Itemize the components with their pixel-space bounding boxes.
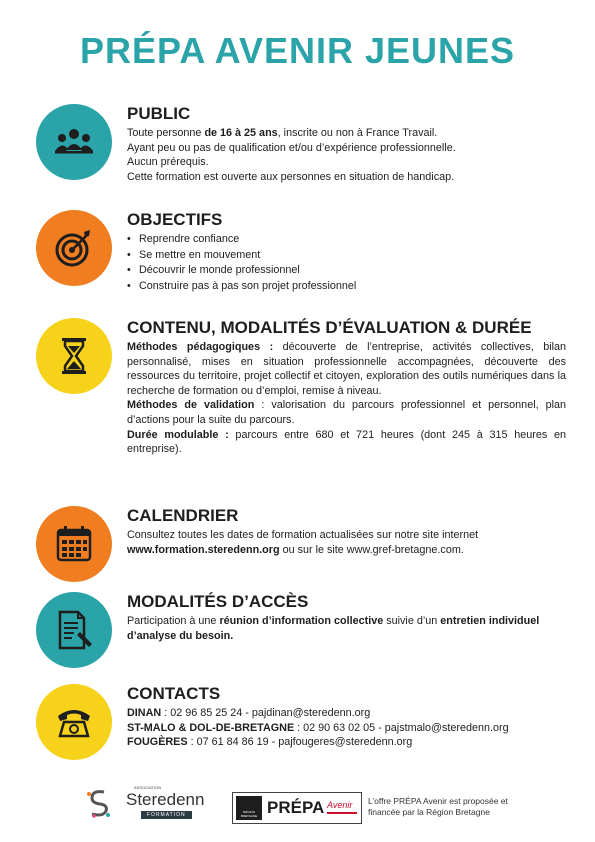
- association-label: ASSOCIATION: [134, 785, 162, 790]
- contenu-methodes-validation: Méthodes de validation : valorisation du parcours professionnel et personnel, plan d’actions pour la suite du parcours.: [127, 399, 566, 426]
- calendrier-line-1: Consultez toutes les dates de formation actualisées sur notre site internet: [127, 529, 479, 541]
- contenu-title: CONTENU, MODALITÉS D’ÉVALUATION & DURÉE: [127, 318, 532, 337]
- page-title: PRÉPA AVENIR JEUNES: [79, 30, 516, 71]
- hourglass-icon: [36, 318, 112, 394]
- gref-link[interactable]: www.gref-bretagne.com.: [346, 543, 464, 556]
- list-item: • Se mettre en mouvement: [127, 248, 566, 264]
- contact-fougeres: FOUGÈRES : 07 61 84 86 19 - pajfougeres@steredenn.org: [127, 736, 413, 749]
- avenir-underline: [327, 812, 357, 814]
- objectifs-list: [127, 232, 566, 294]
- steredenn-logo-icon: [86, 788, 112, 818]
- contact-st-malo: ST-MALO & DOL-DE-BRETAGNE : 02 90 63 02 05 - pajstmalo@steredenn.org: [127, 721, 509, 734]
- document-icon: [36, 592, 112, 668]
- calendrier-title: CALENDRIER: [127, 506, 239, 525]
- public-line-3: Aucun prérequis.: [127, 156, 209, 169]
- prepa-label: PRÉPA: [267, 798, 325, 817]
- region-bretagne-logo: RÉGION BRETAGNE: [236, 796, 262, 820]
- formation-badge: FORMATION: [141, 811, 192, 819]
- people-icon: [36, 104, 112, 180]
- avenir-label: Avenir: [327, 800, 353, 810]
- calendar-icon: [36, 506, 112, 582]
- contacts-title: CONTACTS: [127, 684, 221, 703]
- phone-icon: [36, 684, 112, 760]
- calendrier-line-2: www.formation.steredenn.org ou sur le site www.gref-bretagne.com.: [127, 543, 464, 556]
- public-title: PUBLIC: [127, 104, 191, 123]
- public-line-4: Cette formation est ouverte aux personnes en situation de handicap.: [127, 170, 455, 183]
- contact-dinan: DINAN : 02 96 85 25 24 - pajdinan@steredenn.org: [127, 707, 371, 719]
- objectifs-title: OBJECTIFS: [127, 210, 223, 229]
- footer: [0, 780, 595, 830]
- list-item: • Découvrir le monde professionnel: [127, 263, 566, 279]
- contenu-methodes-pedagogiques: Méthodes pédagogiques : découverte de l’entreprise, activités collectives, bilan personnalisé, mises en situation professionnelle accompagnées, découverte des ressources du territoire, projet collectif et citoyen, exploration des outils numériques dans la recherche de formation ou d’emploi, remise à niveau.: [127, 341, 567, 397]
- formation-link[interactable]: www.formation.steredenn.org: [127, 543, 280, 556]
- offer-text: L’offre PRÉPA Avenir est proposée et financée par la Région Bretagne: [368, 796, 508, 817]
- steredenn-name: Steredenn: [126, 790, 205, 809]
- public-line-2: Ayant peu ou pas de qualification et/ou d’expérience professionnelle.: [127, 141, 456, 154]
- acces-title: MODALITÉS D’ACCÈS: [127, 592, 309, 611]
- list-item: • Reprendre confiance: [127, 232, 566, 248]
- list-item: • Construire pas à pas son projet professionnel: [127, 279, 566, 295]
- public-line-1: Toute personne de 16 à 25 ans, inscrite ou non à France Travail.: [127, 127, 438, 139]
- target-icon: [36, 210, 112, 286]
- acces-text: Participation à une réunion d’information collective suivie d’un entretien individuel d’analyse du besoin.: [127, 615, 540, 642]
- contenu-duree: Durée modulable : parcours entre 680 et 721 heures (dont 245 à 315 heures en entreprise).: [127, 428, 566, 456]
- prepa-avenir-logo: [232, 792, 362, 824]
